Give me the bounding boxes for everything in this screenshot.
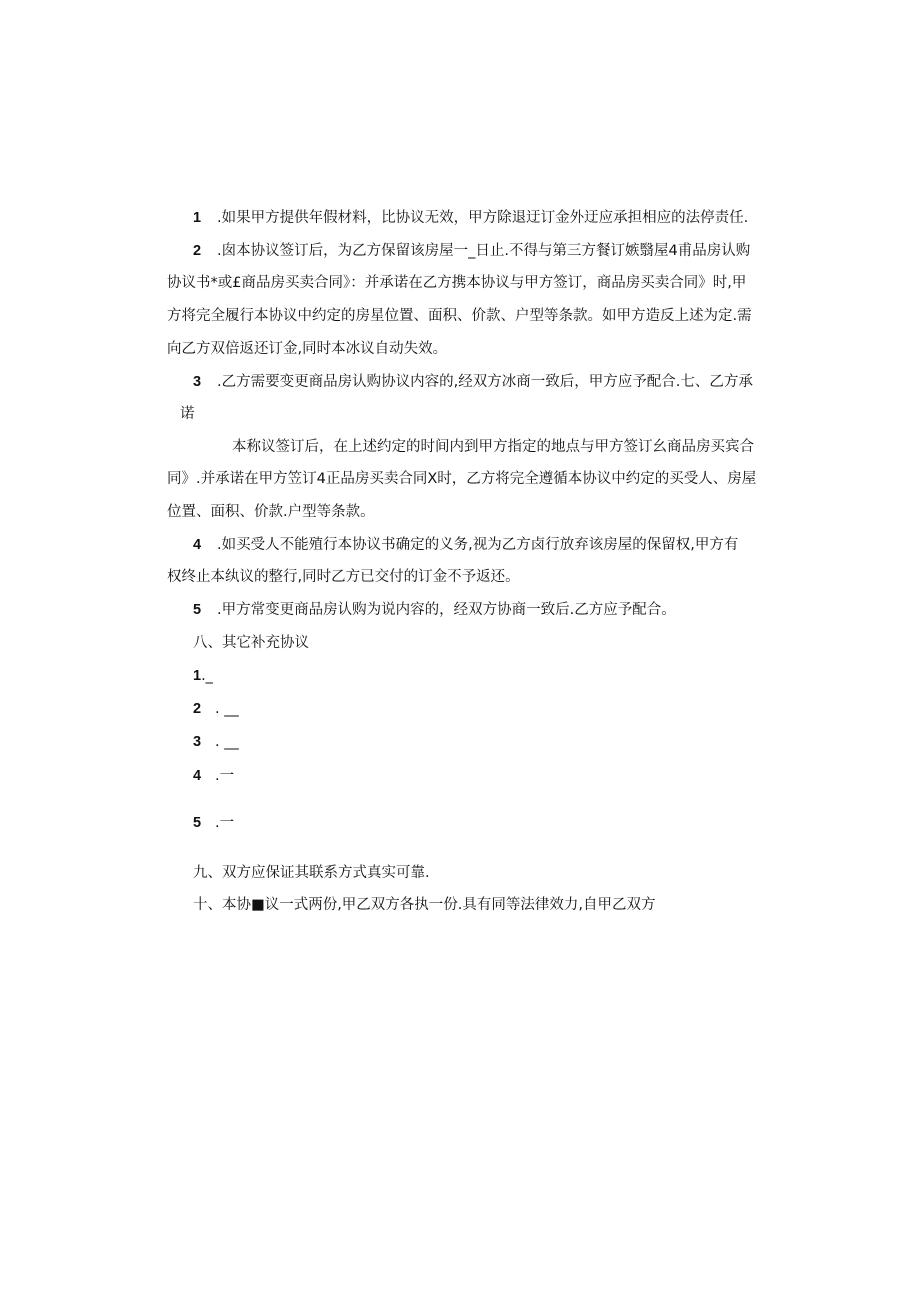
clause-text: 向乙方双倍返还订金,同时本冰议自动失效。 — [167, 341, 448, 357]
clause-text: .如买受人不能殖行本协议书确定的义务,视为乙方卤行放弃该房屋的保留权,甲方有 — [217, 537, 739, 553]
supplement-item-2 — [193, 699, 239, 719]
item-number: 5 — [193, 815, 202, 831]
clause-text: .乙方需要变更商品房认购协议内容的,经双方冰商一致后，甲方应予配合.七、乙方承 — [217, 374, 753, 390]
clause-number: 2 — [193, 243, 202, 259]
section-10 — [193, 895, 656, 915]
section-heading: 八、其它补充协议 — [193, 635, 309, 651]
paragraph-text: 本称议签订后，在上述约定的时间内到甲方指定的地点与甲方签订幺商品房买宾合 — [232, 439, 754, 455]
supplement-item-1 — [193, 666, 213, 686]
clause-2-line-4 — [167, 339, 447, 359]
item-blank: .一 — [215, 815, 235, 831]
clause-number: 3 — [193, 374, 202, 390]
clause-text: 诺 — [180, 406, 195, 422]
clause-number: 4 — [193, 537, 202, 553]
clause-text: 协议书*或£商品房买卖合同》：并承诺在乙方携本协议与甲方签订，商品房买卖合同》时,甲 — [167, 275, 747, 291]
clause-3-line-2 — [180, 404, 195, 424]
section-9 — [193, 863, 430, 883]
clause-2-line-2 — [167, 273, 746, 293]
clause-text: 方将完全履行本协议中约定的房星位置、面积、价款、户型等条款。如甲方造反上述为定.需 — [167, 308, 752, 324]
clause-1-line-1 — [193, 208, 748, 228]
section-heading: 十、本协■议一式两份,甲乙双方各执一份.具有同等法律效力,自甲乙双方 — [193, 897, 656, 913]
clause-number: 5 — [193, 602, 202, 618]
item-blank: . __ — [215, 701, 239, 717]
clause-text: .囱本协议签订后，为乙方保留该房屋一_日止.不得与第三方餐订嫉翳屋4甫品房认购 — [217, 243, 751, 259]
clause-text: .如果甲方提供年假材料，比协议无效，甲方除退迂订金外迂应承担相应的法停责任. — [217, 210, 749, 226]
item-number: 2 — [193, 701, 202, 717]
supplement-item-3 — [193, 732, 239, 752]
item-blank: . __ — [215, 734, 239, 750]
clause-3-line-1 — [193, 372, 753, 392]
clause-5-line-1 — [193, 600, 676, 620]
clause-2-line-3 — [167, 306, 752, 326]
supplement-item-4 — [193, 766, 234, 786]
section-heading: 九、双方应保证其联系方式真实可靠. — [193, 865, 430, 881]
item-blank: .一 — [215, 768, 235, 784]
item-number: 3 — [193, 734, 202, 750]
item-number: 4 — [193, 768, 202, 784]
clause-4-line-1 — [193, 535, 738, 555]
section-7-line-3 — [167, 502, 375, 522]
clause-number: 1 — [193, 210, 202, 226]
section-8-heading — [193, 633, 309, 653]
clause-2-line-1 — [193, 241, 750, 261]
clause-text: 权终止本纨议的整行,同时乙方已交付的订金不予返还。 — [167, 569, 520, 585]
item-number: 1 — [193, 668, 202, 684]
paragraph-text: 同》.并承诺在甲方笠订4正品房买卖合同X时，乙方将完全遵循本协议中约定的买受人、房屋 — [167, 471, 757, 487]
paragraph-text: 位置、面积、价款.户型等条款。 — [167, 504, 375, 520]
section-7-line-1 — [232, 437, 754, 457]
section-7-line-2 — [167, 469, 756, 489]
clause-text: .甲方常变更商品房认购为说内容的，经双方协商一致后.乙方应予配合。 — [217, 602, 676, 618]
clause-4-line-2 — [167, 567, 520, 587]
item-blank: ._ — [201, 668, 213, 684]
supplement-item-5 — [193, 813, 234, 833]
